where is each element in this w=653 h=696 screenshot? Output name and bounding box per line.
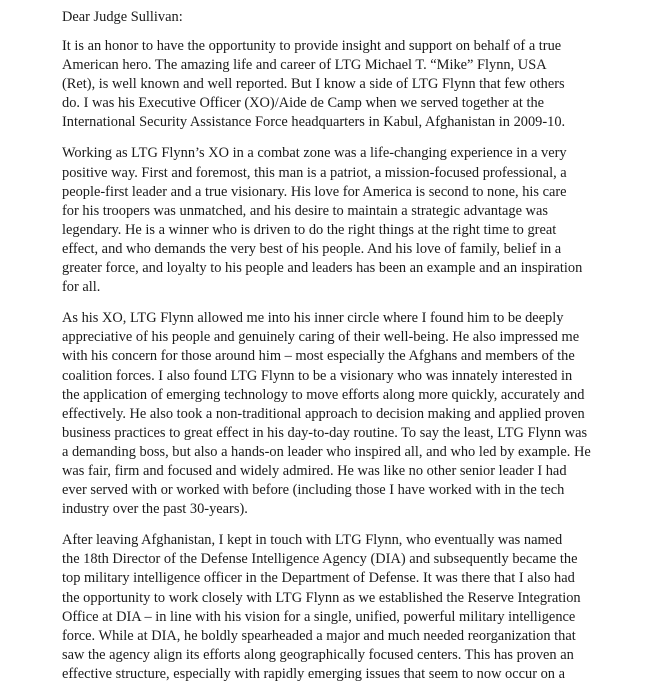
paragraph-line: industry over the past 30-years).	[62, 501, 248, 518]
paragraph-line: the 18th Director of the Defense Intelligence Agency (DIA) and subsequently became the	[62, 551, 578, 568]
paragraph-line: saw the agency align its efforts along geographically focused centers. This has proven an	[62, 646, 574, 663]
paragraph-4	[62, 531, 642, 684]
paragraph-line: legendary. He is a winner who is driven to do the right things at the right time to great	[62, 221, 557, 238]
paragraph-2	[62, 144, 642, 297]
paragraph-line: effect, and who demands the very best of his people. And his love of family, belief in a	[62, 240, 562, 257]
paragraph-line: (Ret), is well known and well reported. But I know a side of LTG Flynn that few others	[62, 76, 565, 93]
paragraph-line: International Security Assistance Force headquarters in Kabul, Afghanistan in 2009-10.	[62, 114, 566, 131]
paragraph-line: top military intelligence officer in the Department of Defense. It was there that I also had	[62, 570, 575, 587]
paragraph-line: American hero. The amazing life and career of LTG Michael T. “Mike” Flynn, USA	[62, 57, 547, 74]
paragraph-line: effective structure, especially with rapidly emerging issues that seem to now occur on a	[62, 665, 565, 682]
paragraph-line: effectively. He also took a non-traditional approach to decision making and applied proven	[62, 405, 585, 422]
paragraph-line: greater force, and loyalty to his people and leaders has been an example and an inspiration	[62, 260, 583, 277]
paragraph-line: appreciative of his people and genuinely caring of their well-being. He also impressed me	[62, 329, 580, 346]
paragraph-line: people-first leader and a true visionary. His love for America is second to none, his care	[62, 183, 567, 200]
paragraph-line: After leaving Afghanistan, I kept in touch with LTG Flynn, who eventually was named	[62, 532, 563, 549]
paragraph-line: a demanding boss, but also a hands-on leader who inspired all, and who led by example. He	[62, 443, 591, 460]
paragraph-line: Office at DIA – in line with his vision for a single, unified, powerful military intelligence	[62, 608, 576, 625]
paragraph-line: force. While at DIA, he boldly spearheaded a major and much needed reorganization that	[62, 627, 576, 644]
paragraph-1	[62, 37, 642, 132]
paragraph-line: was fair, firm and focused and widely admired. He was like no other senior leader I had	[62, 462, 567, 479]
paragraph-line: As his XO, LTG Flynn allowed me into his inner circle where I found him to be deeply	[62, 310, 564, 327]
paragraph-line: Working as LTG Flynn’s XO in a combat zone was a life-changing experience in a very	[62, 145, 567, 162]
paragraph-line: for all.	[62, 279, 101, 296]
salutation: Dear Judge Sullivan:	[62, 9, 183, 25]
paragraph-line: business practices to great effect in his day-to-day routine. To say the least, LTG Flynn was	[62, 424, 588, 441]
paragraph-line: the application of emerging technology to move efforts along more quickly, accurately and	[62, 386, 585, 403]
paragraph-line: do. I was his Executive Officer (XO)/Aide de Camp when we served together at the	[62, 95, 545, 112]
paragraph-line: positive way. First and foremost, this man is a patriot, a mission-focused professional, a	[62, 164, 567, 181]
paragraph-line: It is an honor to have the opportunity to provide insight and support on behalf of a true	[62, 38, 562, 54]
paragraph-line: the opportunity to work closely with LTG Flynn as we established the Reserve Integration	[62, 589, 581, 606]
paragraph-line: for his troopers was unmatched, and his desire to maintain a strategic advantage was	[62, 202, 548, 219]
paragraph-3	[62, 309, 642, 519]
paragraph-line: coalition forces. I also found LTG Flynn to be a visionary who was innately interested in	[62, 367, 573, 384]
letter-body	[62, 37, 642, 696]
paragraph-line: ever served with or worked with before (including those I have worked with in the tech	[62, 482, 565, 499]
paragraph-line: with his concern for those around him – most especially the Afghans and members of the	[62, 348, 575, 365]
